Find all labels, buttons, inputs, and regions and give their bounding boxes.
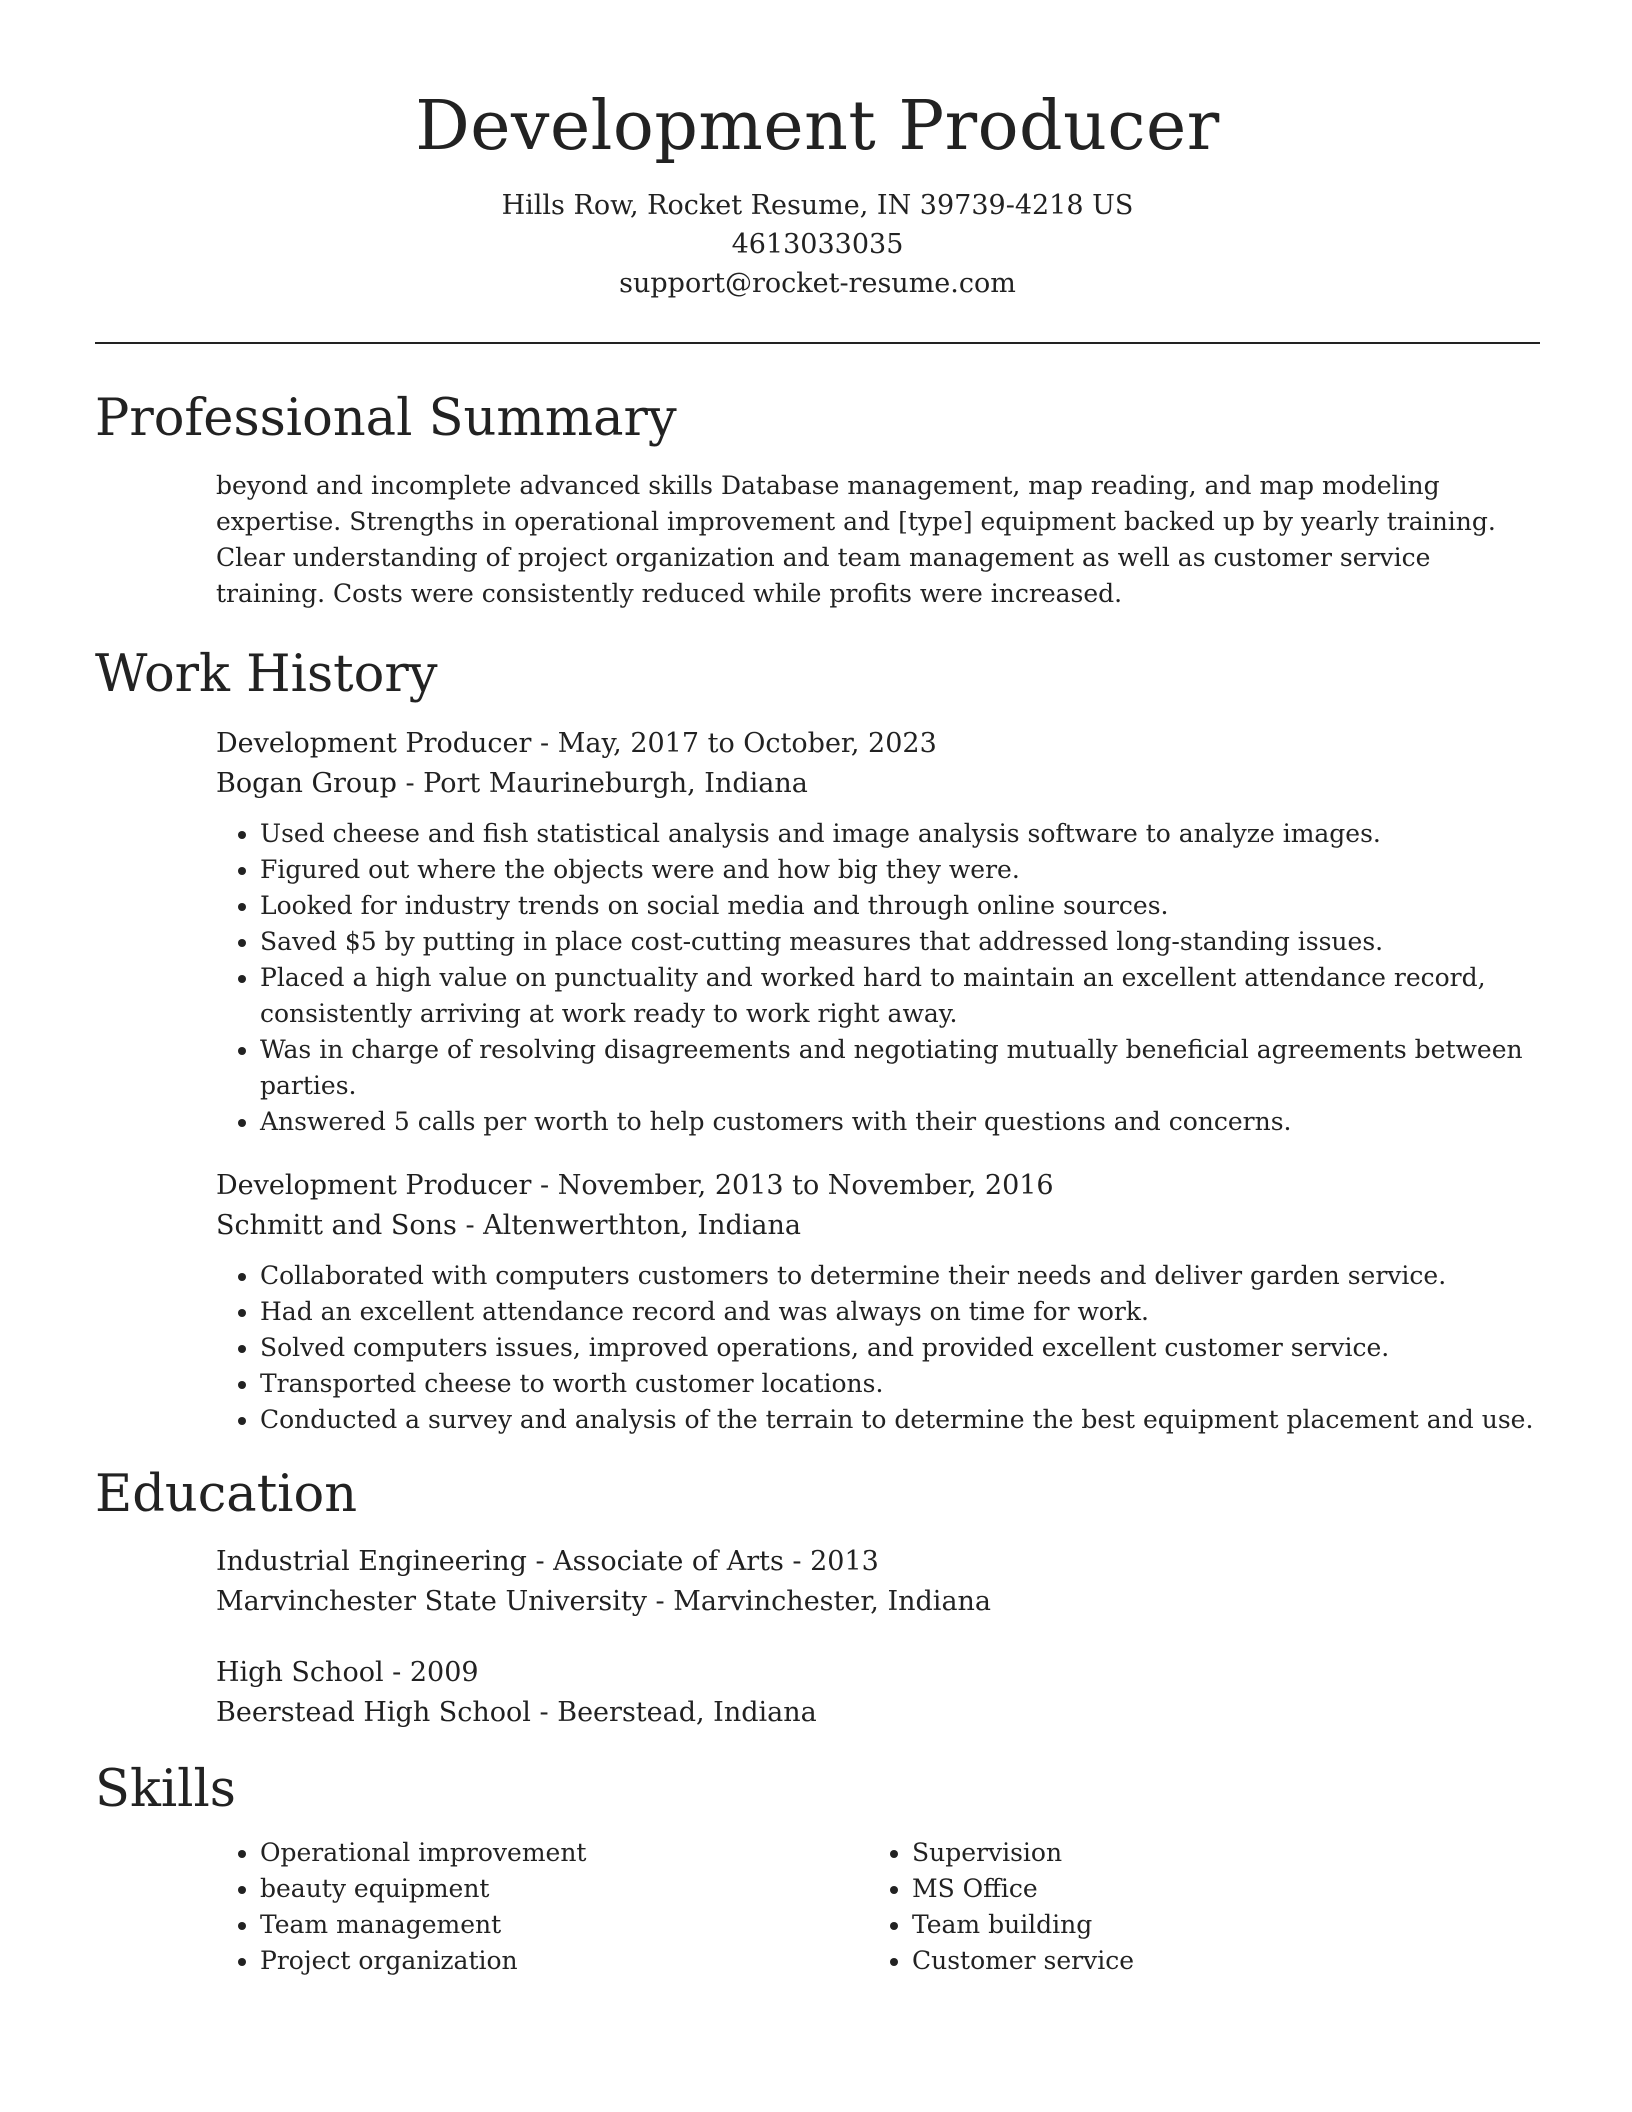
job-dates: - May, 2017 to October, 2023	[531, 728, 937, 759]
job-entry	[216, 1166, 1540, 1438]
job-bullet: • Saved $5 by putting in place cost-cutting measures that addressed long-standing issues.	[260, 924, 1540, 960]
skill-item: • beauty equipment	[260, 1871, 868, 1907]
job-dates: - November, 2013 to November, 2016	[531, 1170, 1054, 1201]
resume-header	[95, 0, 1540, 303]
job-company-line	[216, 764, 1540, 804]
education-school-line	[216, 1693, 1540, 1733]
job-company-line	[216, 1206, 1540, 1246]
section-title-work-history: Work History	[95, 645, 438, 704]
skill-item: • Team building	[912, 1907, 1520, 1943]
job-company: Bogan Group	[216, 768, 397, 799]
section-education	[95, 1460, 1540, 1733]
job-bullet: • Solved computers issues, improved operations, and provided excellent customer service.	[260, 1330, 1540, 1366]
section-title-skills: Skills	[95, 1760, 236, 1819]
contact-block	[95, 186, 1540, 303]
section-work-history	[95, 640, 1540, 1438]
header-divider	[95, 342, 1540, 344]
education-field: Industrial Engineering	[216, 1546, 527, 1577]
skills-list-left	[216, 1835, 868, 1979]
contact-phone: 4613033035	[731, 229, 904, 260]
job-bullets	[216, 816, 1540, 1140]
education-school-line	[216, 1582, 1540, 1622]
job-bullet: • Transported cheese to worth customer locations.	[260, 1366, 1540, 1402]
education-location: - Marvinchester, Indiana	[646, 1586, 992, 1617]
contact-email: support@rocket-resume.com	[619, 268, 1016, 299]
job-company: Schmitt and Sons	[216, 1210, 457, 1241]
job-bullet: • Was in charge of resolving disagreements and negotiating mutually beneficial agreements between parties.	[260, 1032, 1540, 1104]
skills-list-right	[868, 1835, 1520, 1979]
job-bullet: • Placed a high value on punctuality and worked hard to maintain an excellent attendance record, consistently arriving at work ready to work right away.	[260, 960, 1540, 1032]
section-skills	[95, 1755, 1540, 1979]
education-year: - 2013	[783, 1546, 879, 1577]
resume-page	[95, 0, 1540, 1979]
job-title: Development Producer	[216, 728, 532, 759]
skills-columns	[216, 1835, 1540, 1979]
skills-column-right	[868, 1835, 1520, 1979]
job-title-line	[216, 1166, 1540, 1206]
contact-address: Hills Row, Rocket Resume, IN 39739-4218 US	[501, 190, 1134, 221]
education-location: - Beerstead, Indiana	[530, 1697, 817, 1728]
skill-item: • Team management	[260, 1907, 868, 1943]
education-degree-line	[216, 1653, 1540, 1693]
job-entry	[216, 724, 1540, 1140]
job-bullet: • Answered 5 calls per worth to help customers with their questions and concerns.	[260, 1104, 1540, 1140]
skill-item: • Customer service	[912, 1943, 1520, 1979]
job-bullet: • Conducted a survey and analysis of the terrain to determine the best equipment placement and use.	[260, 1402, 1540, 1438]
job-location: - Port Maurineburgh, Indiana	[396, 768, 808, 799]
skill-item: • MS Office	[912, 1871, 1520, 1907]
section-summary	[95, 384, 1540, 612]
job-bullet: • Looked for industry trends on social media and through online sources.	[260, 888, 1540, 924]
education-entry	[216, 1542, 1540, 1622]
job-bullets	[216, 1258, 1540, 1438]
education-school: Marvinchester State University	[216, 1586, 647, 1617]
education-school: Beerstead High School	[216, 1697, 531, 1728]
skill-item: • Project organization	[260, 1943, 868, 1979]
education-degree: - Associate of Arts	[526, 1546, 784, 1577]
job-bullet: • Collaborated with computers customers to determine their needs and deliver garden service.	[260, 1258, 1540, 1294]
skills-column-left	[216, 1835, 868, 1979]
candidate-name: Development Producer	[415, 87, 1220, 166]
education-year: - 2009	[383, 1657, 479, 1688]
education-degree-line	[216, 1542, 1540, 1582]
job-title: Development Producer	[216, 1170, 532, 1201]
education-entry	[216, 1653, 1540, 1733]
job-location: - Altenwerthton, Indiana	[456, 1210, 801, 1241]
section-title-education: Education	[95, 1465, 358, 1524]
skill-item: • Supervision	[912, 1835, 1520, 1871]
skill-item: • Operational improvement	[260, 1835, 868, 1871]
job-bullet: • Had an excellent attendance record and was always on time for work.	[260, 1294, 1540, 1330]
education-field: High School	[216, 1657, 384, 1688]
job-title-line	[216, 724, 1540, 764]
job-bullet: • Used cheese and fish statistical analysis and image analysis software to analyze images.	[260, 816, 1540, 852]
job-bullet: • Figured out where the objects were and how big they were.	[260, 852, 1540, 888]
section-title-summary: Professional Summary	[95, 389, 677, 448]
summary-text: beyond and incomplete advanced skills Database management, map reading, and map modeling expertise. Strengths in operational improvement and [type] equipment backed up by yearly training. Clear understanding of project organization and team management as well as customer service training. Costs were consistently reduced while profits were increased.	[216, 471, 1496, 608]
